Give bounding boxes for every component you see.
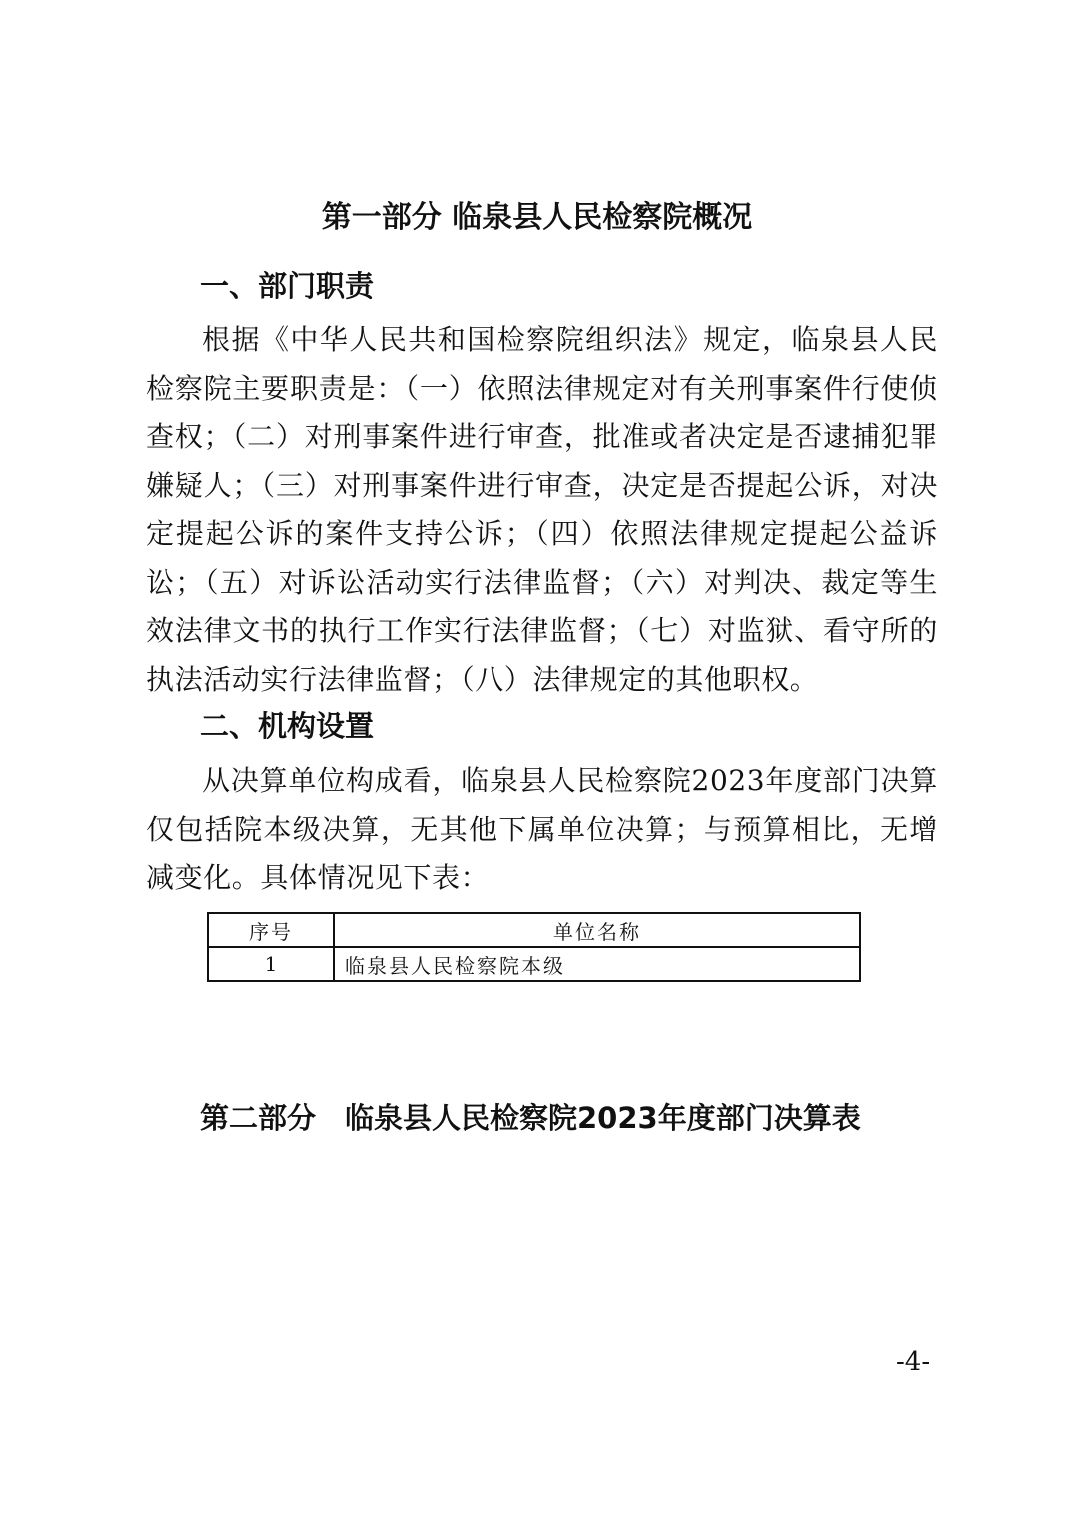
column-header-unit-name: 单位名称 [334,913,860,947]
table-cell-seq: 1 [208,947,334,981]
table-header-row [208,913,860,947]
table-row [208,947,860,981]
duties-paragraph: 根据《中华人民共和国检察院组织法》规定，临泉县人民检察院主要职责是：（一）依照法律规定对有关刑事案件行使侦查权；（二）对刑事案件进行审查，批准或者决定是否逮捕犯罪嫌疑人；（三）对刑事案件进行审查，决定是否提起公诉，对决定提起公诉的案件支持公诉；（四）依照法律规定提起公益诉讼；（五）对诉讼活动实行法律监督；（六）对判决、裁定等生效法律文书的执行工作实行法律监督；（七）对监狱、看守所的执法活动实行法律监督；（八）法律规定的其他职权。 [146,323,938,696]
section-heading-duties: 一、部门职责 [200,269,375,303]
section-heading-organization: 二、机构设置 [200,709,375,743]
unit-table [207,912,861,982]
column-header-seq: 序号 [208,913,334,947]
organization-paragraph: 从决算单位构成看，临泉县人民检察院2023年度部门决算仅包括院本级决算，无其他下属单位决算；与预算相比，无增减变化。具体情况见下表： [146,764,938,894]
page-number: -4- [896,1347,931,1377]
page-title: 第一部分 临泉县人民检察院概况 [321,200,753,235]
part-two-title: 第二部分 临泉县人民检察院2023年度部门决算表 [200,1101,861,1135]
table-cell-unit-name: 临泉县人民检察院本级 [334,947,860,981]
